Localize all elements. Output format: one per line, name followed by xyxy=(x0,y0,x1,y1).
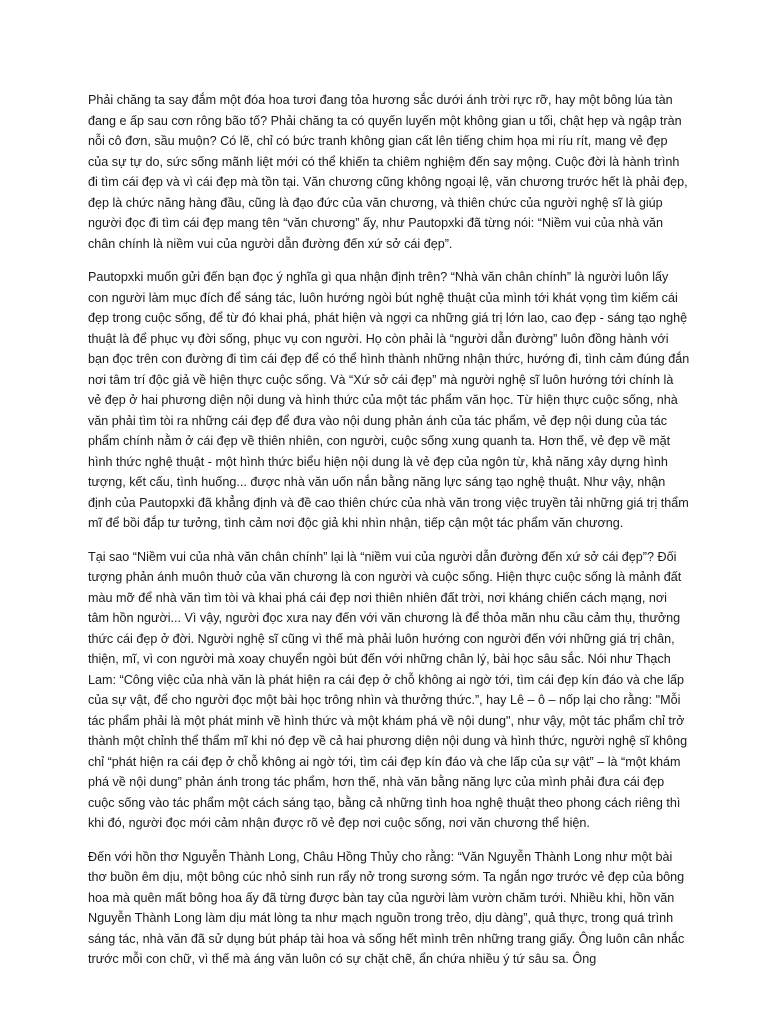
paragraph-4: Đến với hồn thơ Nguyễn Thành Long, Châu Hồng Thủy cho rằng: “Văn Nguyễn Thành Long như một bài thơ buồn êm dịu, một bông cúc nhỏ sinh run rẩy nở trong sương sớm. Ta ngắn ngơ trước vẻ đẹp của bông hoa mà quên mất bông hoa ấy đã từng được bàn tay của người làm vườn chăm tưới. Nhiều khi, hồn văn Nguyễn Thành Long làm dịu mát lòng ta như mạch nguồn trong trẻo, dịu dàng”, quả thực, trong quá trình sáng tác, nhà văn đã sử dụng bút pháp tài hoa và sống hết mình trên những trang giấy. Ông luôn cân nhắc trước mỗi con chữ, vì thế mà áng văn luôn có sự chặt chẽ, ẩn chứa nhiều ý tứ sâu sa. Ông xyxy=(88,849,685,966)
paragraph-2: Pautopxki muốn gửi đến bạn đọc ý nghĩa gì qua nhận định trên? “Nhà văn chân chính” là người luôn lấy con người làm mục đích để sáng tác, luôn hướng ngòi bút nghệ thuật của mình tới khát vọng tìm kiếm cái đẹp trong cuộc sống, để từ đó khai phá, phát hiện và ngợi ca những giá trị lớn lao, cao đẹp - sáng tạo nghệ thuật là để phục vụ đời sống, phục vụ con người. Họ còn phải là “người dẫn đường” luôn đồng hành với bạn đọc trên con đường đi tìm cái đẹp để có thể hình thành những nhận thức, hướng đi, tình cảm đúng đắn nơi tâm trí độc giả về hiện thực cuộc sống. Và “Xứ sở cái đẹp” mà người nghệ sĩ luôn hướng tới chính là vẻ đẹp ở hai phương diện nội dung và hình thức của một tác phẩm văn học. Từ hiện thực cuộc sống, nhà văn phải tìm tòi ra những cái đẹp để đưa vào nội dung phản ánh của tác phẩm, vẻ đẹp nội dung của tác phẩm chính nằm ở cái đẹp về thiên nhiên, con người, cuộc sống xung quanh ta. Hơn thế, vẻ đẹp về mặt hình thức nghệ thuật - một hình thức biểu hiện nội dung là vẻ đẹp của ngôn từ, khả năng xây dựng hình tượng, kết cấu, tình huống... được nhà văn uốn nắn bằng năng lực sáng tạo nghệ thuật. Như vậy, nhận định của Pautopxki đã khẳng định và đề cao thiên chức của nhà văn trong việc truyền tải những giá trị thẩm mĩ để bồi đắp tư tưởng, tình cảm nơi độc giả khi nhìn nhận, tiếp cận một tác phẩm văn chương. xyxy=(88,270,690,530)
paragraph-1: Phải chăng ta say đắm một đóa hoa tươi đang tỏa hương sắc dưới ánh trời rực rỡ, hay một bông lúa tàn đang e ấp sau cơn rông bão tố? Phải chăng ta có quyến luyến một không gian u tối, chật hẹp và ngập tràn nỗi cô đơn, sầu muộn? Có lẽ, chỉ có bức tranh không gian cất lên tiếng chim họa mi ríu rít, mang vẻ đẹp của sự tự do, sức sống mãnh liệt mới có thể khiến ta chiêm nghiệm đến say mộng. Cuộc đời là hành trình đi tìm cái đẹp và vì cái đẹp mà tồn tại. Văn chương cũng không ngoại lệ, văn chương trước hết là phải đẹp, đẹp là chức năng hàng đầu, cũng là đạo đức của văn chương, và thiên chức của người nghệ sĩ là giúp người đọc đi tìm cái đẹp mang tên “văn chương” ấy, như Pautopxki đã từng nói: “Niềm vui của nhà văn chân chính là niềm vui của người dẫn đường đến xứ sở cái đẹp”. xyxy=(88,93,688,251)
paragraph-3: Tại sao “Niềm vui của nhà văn chân chính” lại là “niềm vui của người dẫn đường đến xứ sở cái đẹp”? Đối tượng phản ánh muôn thuở của văn chương là con người và cuộc sống. Hiện thực cuộc sống là mảnh đất màu mỡ để nhà văn tìm tòi và khai phá cái đẹp nơi thiên nhiên đất trời, nơi kháng chiến cách mạng, nơi tâm hồn người... Vì vậy, người đọc xưa nay đến với văn chương là để thỏa mãn nhu cầu cảm thụ, thưởng thức cái đẹp ở đời. Người nghệ sĩ cũng vì thế mà phải luôn hướng con người đến với những giá trị chân, thiện, mĩ, vì con người mà xoay chuyển ngòi bút đến với những chân lý, bài học sâu sắc. Nói như Thạch Lam: “Công việc của nhà văn là phát hiện ra cái đẹp ở chỗ không ai ngờ tới, tìm cái đẹp kín đáo và che lấp của sự vật, để cho người đọc một bài học trông nhìn và thưởng thức.”, hay Lê – ô – nốp lại cho rằng: "Mỗi tác phẩm phải là một phát minh về hình thức và một khám phá về nội dung", như vậy, một tác phẩm chỉ trở thành một chỉnh thể thẩm mĩ khi nó đẹp về cả hai phương diện nội dung và hình thức, người nghệ sĩ không chỉ “phát hiện ra cái đẹp ở chỗ không ai ngờ tới, tìm cái đẹp kín đáo và che lấp của sự vật” – là “một khám phá về nội dung” phản ánh trong tác phẩm, hơn thế, nhà văn bằng năng lực của mình phải đưa cái đẹp cuộc sống vào tác phẩm một cách sáng tạo, bằng cả những tình hoa nghệ thuật theo phong cách riêng thì khi đó, người đọc mới cảm nhận được rõ vẻ đẹp nơi cuộc sống, nơi văn chương thể hiện. xyxy=(88,549,688,830)
